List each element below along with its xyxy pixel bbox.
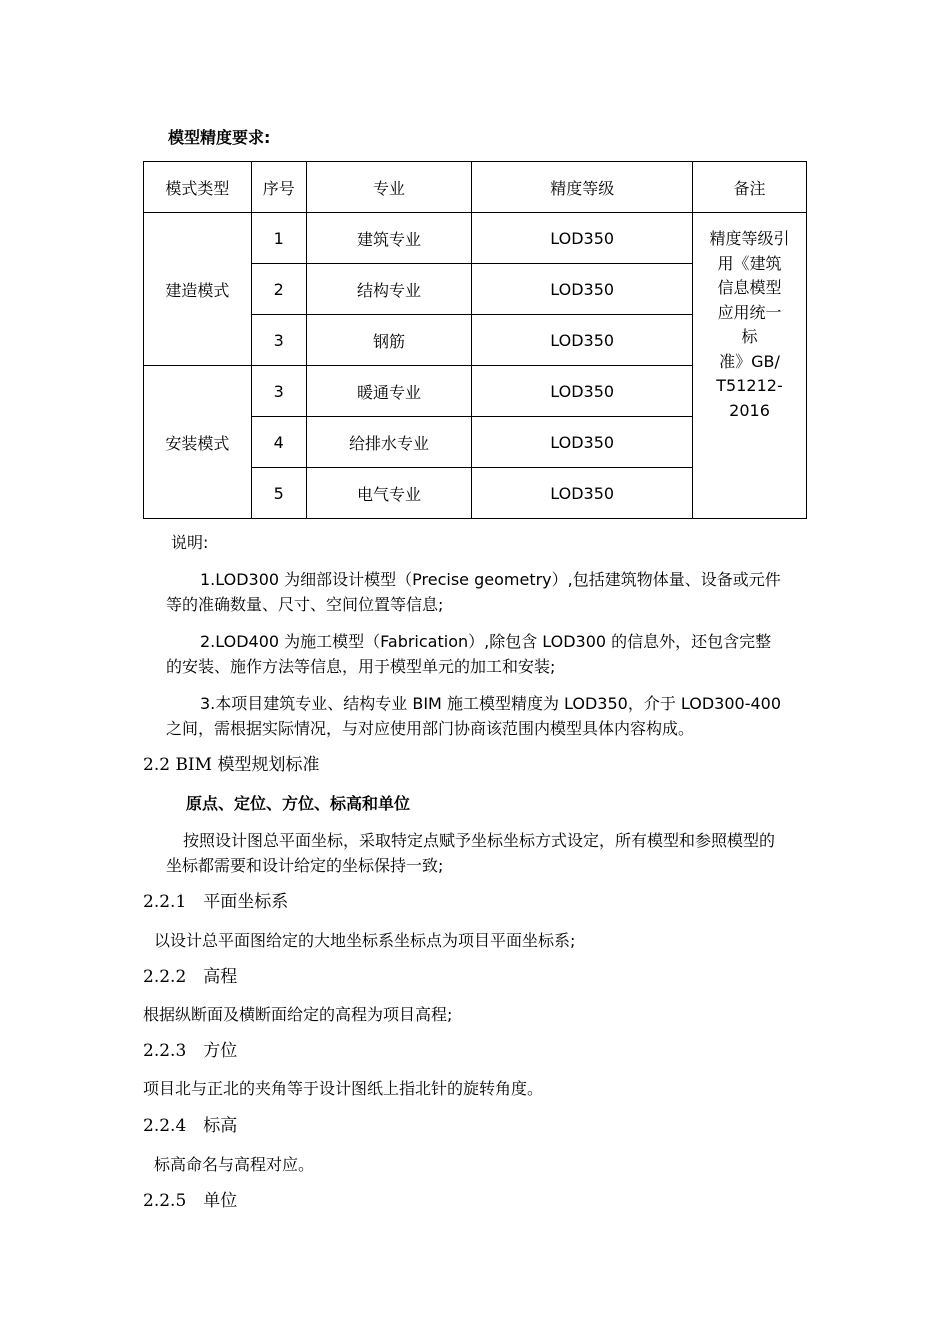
- section-heading: 2.2 BIM 模型规划标准: [143, 755, 320, 775]
- table-row: [144, 213, 807, 264]
- note-line: 用《建筑: [717, 253, 782, 273]
- precision-table: [143, 161, 807, 519]
- header-cell: 备注: [693, 162, 807, 213]
- note-line: 精度等级引: [709, 229, 790, 248]
- discipline-cell: 暖通专业: [306, 366, 472, 417]
- seq-cell: 2: [251, 264, 306, 315]
- seq-cell: 3: [251, 315, 306, 366]
- note-line: 准》GB/: [719, 351, 780, 371]
- seq-cell: 1: [251, 213, 306, 264]
- intro-line: 按照设计图总平面坐标，采取特定点赋予坐标坐标方式设定，所有模型和参照模型的: [183, 831, 776, 850]
- subsection-heading: 2.2.2 高程: [143, 967, 238, 987]
- subsection-body: 标高命名与高程对应。: [154, 1155, 315, 1174]
- subsection-heading: 2.2.3 方位: [143, 1041, 238, 1061]
- subsection-body: 项目北与正北的夹角等于设计图纸上指北针的旋转角度。: [143, 1079, 544, 1098]
- subsection-body: 以设计总平面图给定的大地坐标系坐标点为项目平面坐标系;: [154, 931, 576, 950]
- level-cell: LOD350: [472, 417, 693, 468]
- discipline-cell: 结构专业: [306, 264, 472, 315]
- explanation-line: 的安装、施作方法等信息，用于模型单元的加工和安装;: [166, 657, 556, 676]
- discipline-cell: 电气专业: [306, 468, 472, 519]
- intro-line: 坐标都需要和设计给定的坐标保持一致;: [166, 856, 444, 875]
- note-cell: [693, 213, 807, 519]
- header-cell: 模式类型: [144, 162, 252, 213]
- explanation-line: 3.本项目建筑专业、结构专业 BIM 施工模型精度为 LOD350，介于 LOD300-400: [200, 694, 782, 713]
- mode-type-cell: 建造模式: [144, 213, 252, 366]
- note-line: 2016: [729, 400, 770, 420]
- discipline-cell: 钢筋: [306, 315, 472, 366]
- subsection-heading: 2.2.5 单位: [143, 1191, 238, 1211]
- table-title: 模型精度要求:: [168, 128, 271, 147]
- explanation-item: [166, 629, 808, 679]
- mode-type-cell: 安装模式: [144, 366, 252, 519]
- note-line: 信息模型: [717, 278, 782, 297]
- header-cell: 序号: [251, 162, 306, 213]
- seq-cell: 3: [251, 366, 306, 417]
- header-cell: 专业: [306, 162, 472, 213]
- level-cell: LOD350: [472, 468, 693, 519]
- explanation-item: [166, 691, 808, 741]
- level-cell: LOD350: [472, 315, 693, 366]
- seq-cell: 4: [251, 417, 306, 468]
- level-cell: LOD350: [472, 213, 693, 264]
- header-cell: 精度等级: [472, 162, 693, 213]
- explanation-item: [166, 567, 808, 617]
- note-line: 应用统一: [717, 302, 782, 322]
- note-line: 标: [741, 327, 758, 346]
- table-header-row: [144, 162, 807, 213]
- discipline-cell: 建筑专业: [306, 213, 472, 264]
- subsection-heading: 2.2.4 标高: [143, 1116, 238, 1136]
- level-cell: LOD350: [472, 366, 693, 417]
- explanation-line: 2.LOD400 为施工模型（Fabrication）,除包含 LOD300 的信息外，还包含完整: [200, 632, 772, 651]
- subsection-body: 根据纵断面及横断面给定的高程为项目高程;: [143, 1005, 453, 1024]
- intro-paragraph: [166, 828, 808, 878]
- explanation-label: 说明:: [171, 533, 209, 552]
- explanation-line: 等的准确数量、尺寸、空间位置等信息;: [166, 595, 444, 614]
- discipline-cell: 给排水专业: [306, 417, 472, 468]
- sub-heading: 原点、定位、方位、标高和单位: [186, 794, 411, 813]
- level-cell: LOD350: [472, 264, 693, 315]
- explanation-line: 1.LOD300 为细部设计模型（Precise geometry）,包括建筑物体量、设备或元件: [200, 570, 781, 589]
- seq-cell: 5: [251, 468, 306, 519]
- note-line: T51212-: [716, 376, 783, 395]
- subsection-heading: 2.2.1 平面坐标系: [143, 892, 289, 912]
- explanation-line: 之间，需根据实际情况，与对应使用部门协商该范围内模型具体内容构成。: [166, 719, 695, 738]
